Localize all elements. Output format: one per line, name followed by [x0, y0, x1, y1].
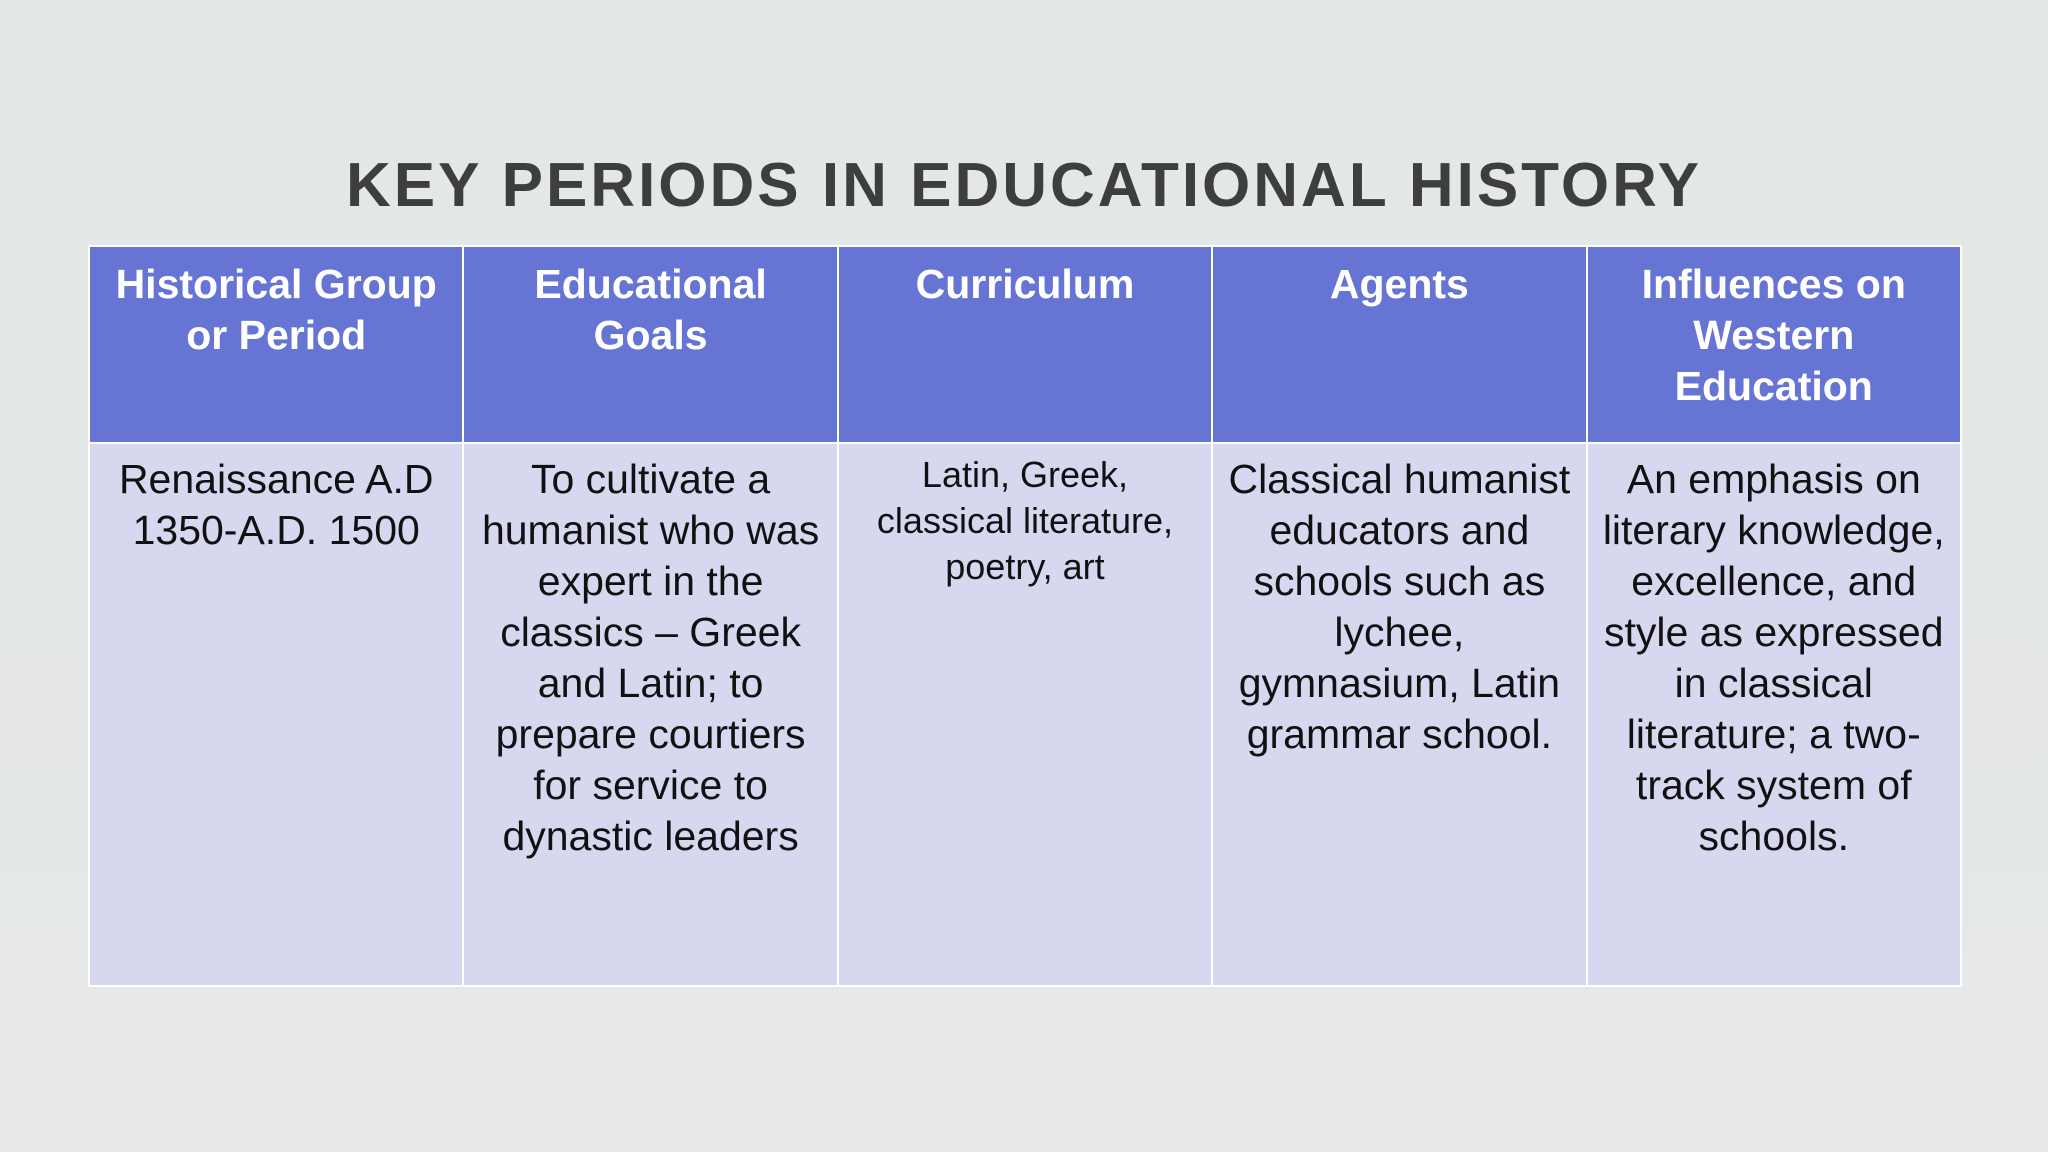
cell-influences: An emphasis on literary knowledge, excellence, and style as expressed in classical literature; a two-track system of schools.: [1587, 443, 1961, 986]
periods-table: [88, 245, 1962, 987]
table-row: [89, 443, 1961, 986]
header-educational-goals: Educational Goals: [463, 246, 837, 443]
cell-educational-goals: To cultivate a humanist who was expert in the classics – Greek and Latin; to prepare courtiers for service to dynastic leaders: [463, 443, 837, 986]
header-agents: Agents: [1212, 246, 1586, 443]
table-header-row: [89, 246, 1961, 443]
periods-table-container: [88, 245, 1960, 987]
cell-curriculum: Latin, Greek, classical literature, poetry, art: [838, 443, 1212, 986]
header-curriculum: Curriculum: [838, 246, 1212, 443]
header-historical-group: Historical Group or Period: [89, 246, 463, 443]
header-influences: Influences on Western Education: [1587, 246, 1961, 443]
cell-agents: Classical humanist educators and schools such as lychee, gymnasium, Latin grammar school.: [1212, 443, 1586, 986]
cell-historical-group: Renaissance A.D 1350-A.D. 1500: [89, 443, 463, 986]
slide-title: KEY PERIODS IN EDUCATIONAL HISTORY: [346, 151, 1702, 220]
